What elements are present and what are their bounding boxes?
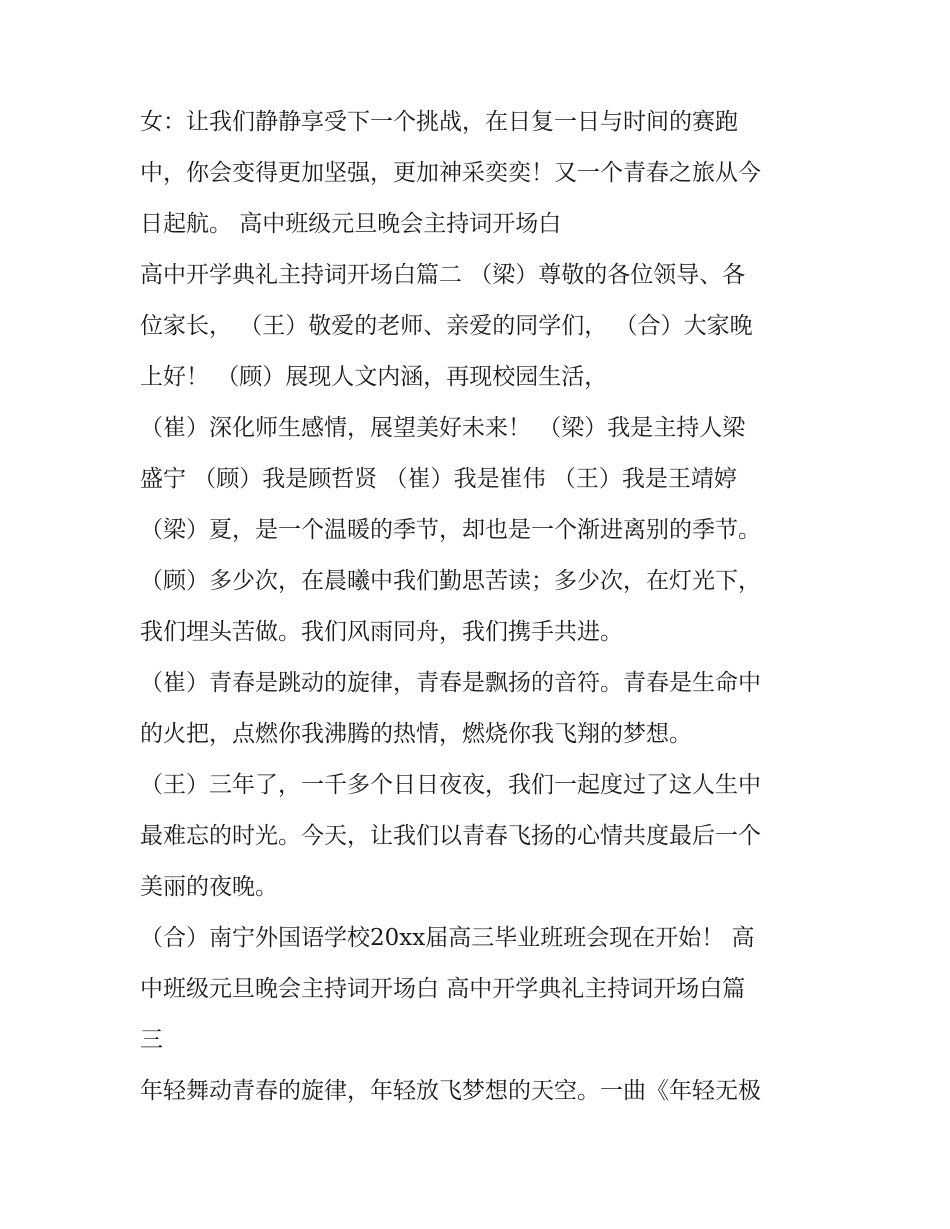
text-line: 位家长， （王）敬爱的老师、亲爱的同学们， （合）大家晚 [140,313,753,339]
text-line: （梁）夏，是一个温暖的季节，却也是一个渐进离别的季节。 [140,517,761,543]
text-line: 我们埋头苦做。我们风雨同舟，我们携手共进。 [140,619,623,645]
text-line: 上好！ （顾）展现人文内涵，再现校园生活， [140,364,608,390]
text-line: 盛宁 （顾）我是顾哲贤 （崔）我是崔伟 （王）我是王靖婷 [140,466,737,492]
text-line: 最难忘的时光。今天，让我们以青春飞扬的心情共度最后一个 [140,823,761,849]
text-line: 美丽的夜晚。 [140,874,278,900]
text-line: 中班级元旦晚会主持词开场白 高中开学典礼主持词开场白篇 [140,976,746,1002]
text-line: 年轻舞动青春的旋律，年轻放飞梦想的天空。一曲《年轻无极 [140,1078,761,1104]
text-line: 女：让我们静静享受下一个挑战，在日复一日与时间的赛跑 [140,109,738,135]
text-line: （顾）多少次，在晨曦中我们勤思苦读；多少次，在灯光下， [140,568,761,594]
text-line: （王）三年了，一千多个日日夜夜，我们一起度过了这人生中 [140,772,761,798]
text-line: （合）南宁外国语学校20xx届高三毕业班班会现在开始！ 高 [140,925,755,951]
text-line: 中，你会变得更加坚强，更加神采奕奕！又一个青春之旅从今 [140,160,761,186]
text-line: （崔）青春是跳动的旋律，青春是飘扬的音符。青春是生命中 [140,670,761,696]
text-line: 三 [140,1027,163,1053]
text-line: （崔）深化师生感情，展望美好未来！ （梁）我是主持人梁 [140,415,746,441]
text-line: 高中开学典礼主持词开场白篇二 （梁）尊敬的各位领导、各 [140,262,746,288]
text-line: 日起航。 高中班级元旦晚会主持词开场白 [140,211,562,237]
text-line: 的火把，点燃你我沸腾的热情，燃烧你我飞翔的梦想。 [140,721,692,747]
